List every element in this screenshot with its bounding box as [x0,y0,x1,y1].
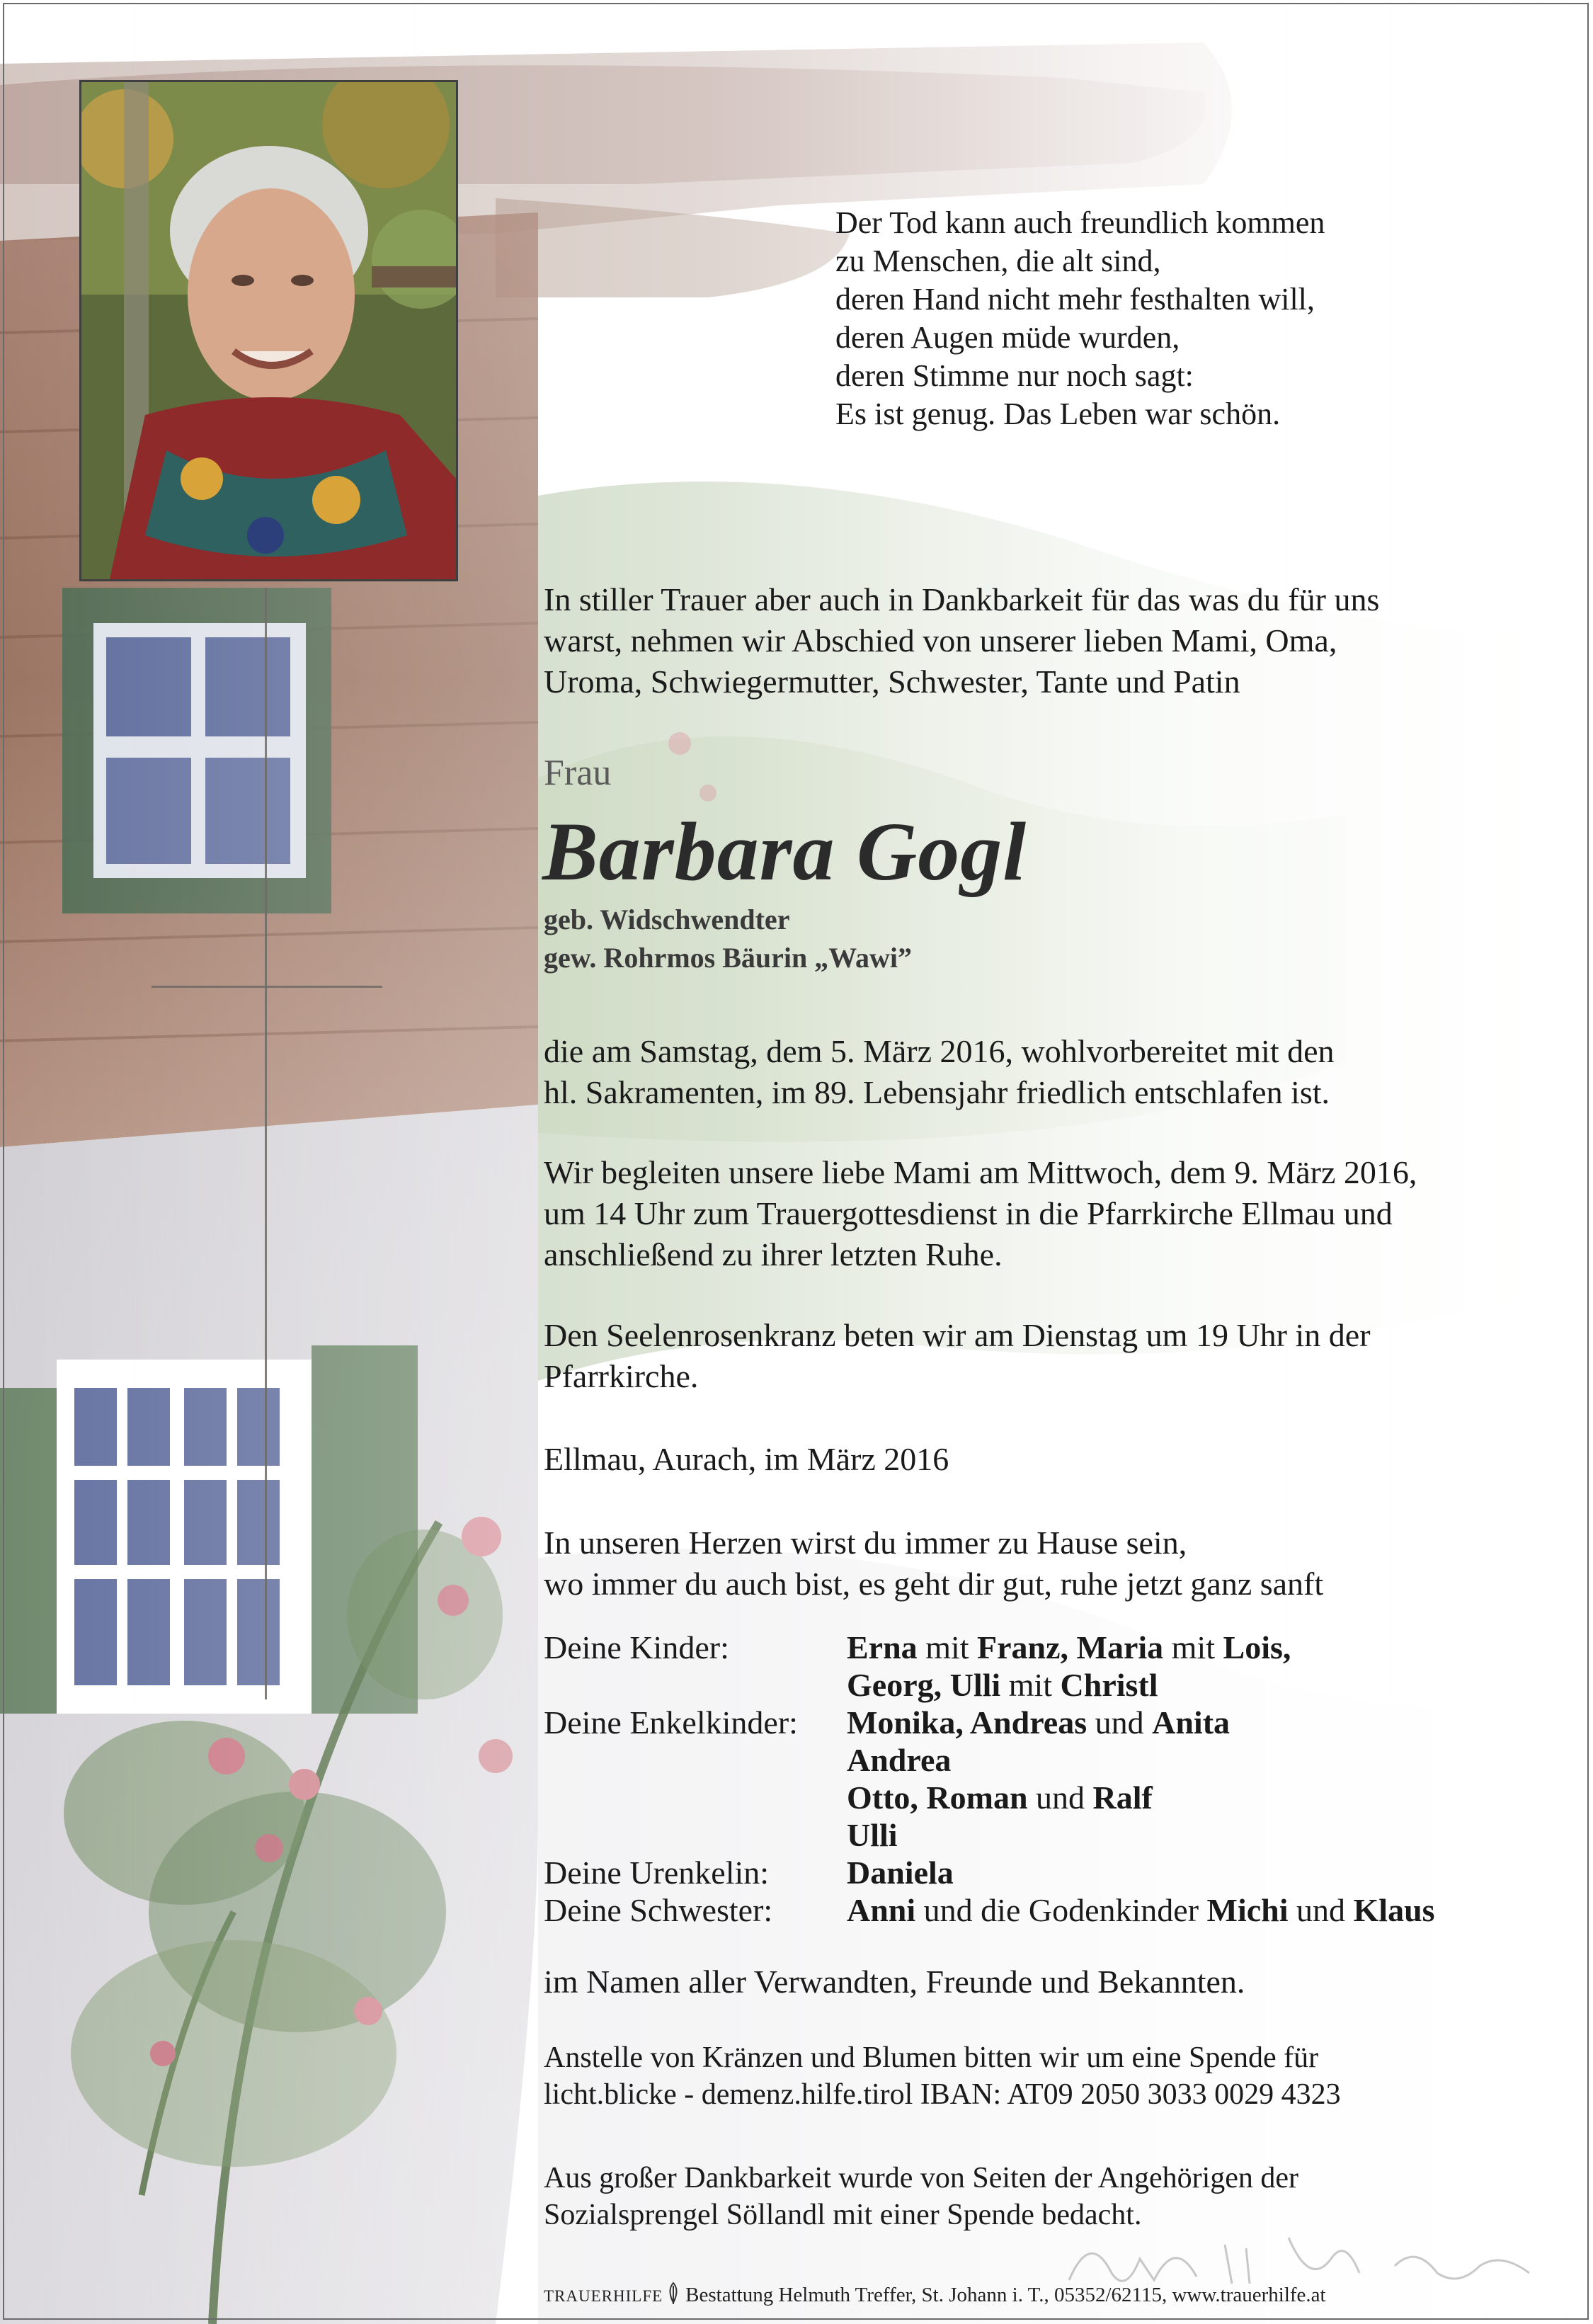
page-border [3,3,1589,2320]
poem-line: deren Hand nicht mehr festhalten will, [835,282,1315,317]
rosary-line: Pfarrkirche. [544,1358,699,1394]
closing-line: In unseren Herzen wirst du immer zu Hause sein, [544,1525,1187,1561]
family-role: Deine Urenkelin: [544,1855,770,1891]
funeral-line: anschließend zu ihrer letzten Ruhe. [544,1236,1003,1272]
intro-line: warst, nehmen wir Abschied von unserer lieben Mami, Oma, [544,622,1337,659]
intro-line: In stiller Trauer aber auch in Dankbarkeit für das was du für uns [544,581,1380,617]
poem-line: zu Menschen, die alt sind, [835,244,1161,278]
funeral-line: um 14 Uhr zum Trauergottesdienst in die Pfarrkirche Ellmau und [544,1195,1393,1231]
salutation: Frau [544,753,612,793]
maiden-name: geb. Widschwendter [544,904,790,935]
footer-brand: TRAUERHILFE [544,2287,663,2306]
family-names: Ulli [847,1817,898,1853]
family-names: Andrea [847,1742,952,1778]
on-behalf-line: im Namen aller Verwandten, Freunde und Bekannten. [544,1964,1245,2000]
death-line: hl. Sakramenten, im 89. Lebensjahr friedlich entschlafen ist. [544,1074,1330,1110]
thanks-line: Aus großer Dankbarkeit wurde von Seiten der Angehörigen der [544,2162,1299,2194]
family-names: Daniela [847,1855,954,1891]
family-role: Deine Kinder: [544,1629,729,1665]
family-names: Erna mit Franz, Maria mit Lois, [847,1629,1291,1665]
death-line: die am Samstag, dem 5. März 2016, wohlvorbereitet mit den [544,1033,1335,1069]
poem-line: Es ist genug. Das Leben war schön. [835,397,1281,431]
poem-line: Der Tod kann auch freundlich kommen [835,205,1325,240]
intro-line: Uroma, Schwiegermutter, Schwester, Tante und Patin [544,663,1240,700]
family-role: Deine Enkelkinder: [544,1704,798,1741]
family-names: Otto, Roman und Ralf [847,1779,1153,1816]
family-names: Georg, Ulli mit Christl [847,1667,1158,1703]
place-date: Ellmau, Aurach, im März 2016 [544,1441,949,1477]
poem-line: deren Augen müde wurden, [835,320,1180,355]
closing-line: wo immer du auch bist, es geht dir gut, ruhe jetzt ganz sanft [544,1566,1324,1602]
donation-line: Anstelle von Kränzen und Blumen bitten wir um eine Spende für [544,2041,1319,2074]
nickname: gew. Rohrmos Bäurin „Wawi” [544,942,913,974]
thanks-line: Sozialsprengel Söllandl mit einer Spende bedacht. [544,2199,1142,2231]
family-role: Deine Schwester: [544,1892,773,1928]
footer-text: Bestattung Helmuth Treffer, St. Johann i. T., 05352/62115, www.trauerhilfe.at [685,2284,1326,2307]
deceased-name: Barbara Gogl [542,805,1027,898]
funeral-line: Wir begleiten unsere liebe Mami am Mittwoch, dem 9. März 2016, [544,1154,1417,1190]
donation-line: licht.blicke - demenz.hilfe.tirol IBAN: AT09 2050 3033 0029 4323 [544,2078,1341,2111]
family-names: Monika, Andreas und Anita [847,1704,1231,1741]
poem-line: deren Stimme nur noch sagt: [835,358,1194,393]
family-names: Anni und die Godenkinder Michi und Klaus [847,1892,1435,1928]
rosary-line: Den Seelenrosenkranz beten wir am Dienstag um 19 Uhr in der [544,1317,1371,1353]
